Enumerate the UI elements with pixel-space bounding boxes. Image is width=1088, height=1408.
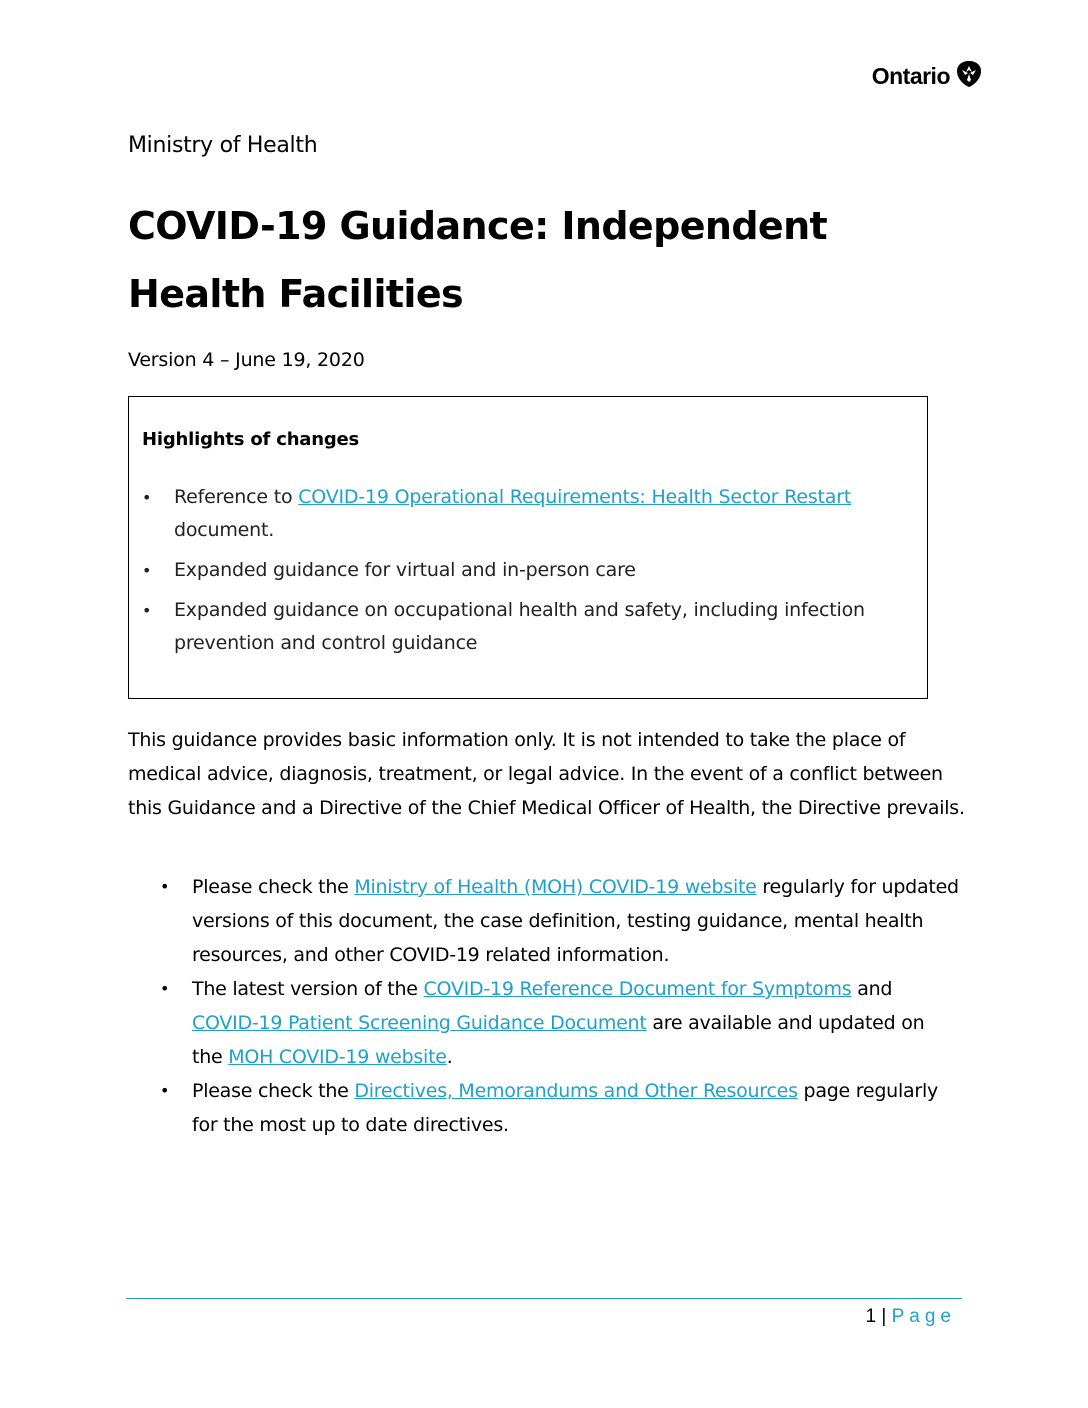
text-segment: document. [174, 519, 275, 541]
highlights-list [142, 481, 912, 667]
directives-link[interactable]: Directives, Memorandums and Other Resources [354, 1080, 798, 1102]
text-segment: and [851, 978, 893, 1000]
note-item [160, 972, 960, 1074]
page-title: COVID-19 Guidance: Independent Health Facilities [128, 204, 828, 316]
text-segment: are available and updated on the [192, 1012, 925, 1068]
trillium-icon [956, 60, 982, 92]
ministry-name: Ministry of Health [128, 133, 318, 158]
highlights-item [142, 481, 912, 547]
page-footer [866, 1306, 956, 1328]
page-separator: | [876, 1306, 892, 1327]
highlights-item: • Expanded guidance on occupational health and safety, including infection prevention and control guidance [142, 594, 912, 660]
note-item [160, 870, 960, 972]
page-word: Page [891, 1306, 956, 1327]
logo-text: Ontario [871, 62, 950, 89]
moh-covid-website-link[interactable]: Ministry of Health (MOH) COVID-19 website [354, 876, 757, 898]
text-segment: Please check the [192, 1080, 355, 1102]
text-segment: Reference to [174, 486, 299, 508]
text-segment: Please check the [192, 876, 355, 898]
text-segment: regularly for updated versions of this document, the case definition, testing guidance, mental health resources, and other COVID-19 related information. [192, 876, 959, 966]
notes-list [160, 870, 960, 1142]
text-segment: The latest version of the [192, 978, 424, 1000]
highlights-title: Highlights of changes [142, 429, 360, 450]
highlights-item: • Expanded guidance for virtual and in-person care [142, 554, 912, 587]
moh-website-link[interactable]: MOH COVID-19 website [228, 1046, 447, 1068]
text-segment: . [446, 1046, 453, 1068]
note-item [160, 1074, 960, 1142]
operational-requirements-link[interactable]: COVID-19 Operational Requirements: Health Sector Restart [298, 486, 852, 508]
highlights-box [128, 396, 928, 699]
disclaimer-paragraph: This guidance provides basic information only. It is not intended to take the place of medical advice, diagnosis, treatment, or legal advice. In the event of a conflict between this Guidance and a Directive of the Chief Medical Officer of Health, the Directive prevails. [128, 729, 965, 819]
symptoms-reference-link[interactable]: COVID-19 Reference Document for Symptoms [423, 978, 852, 1000]
footer-divider [126, 1298, 962, 1299]
page-number: 1 [865, 1306, 877, 1327]
version-date: Version 4 – June 19, 2020 [128, 349, 365, 371]
ontario-logo [872, 60, 982, 92]
text-segment: page regularly for the most up to date directives. [192, 1080, 938, 1136]
patient-screening-link[interactable]: COVID-19 Patient Screening Guidance Document [192, 1012, 647, 1034]
